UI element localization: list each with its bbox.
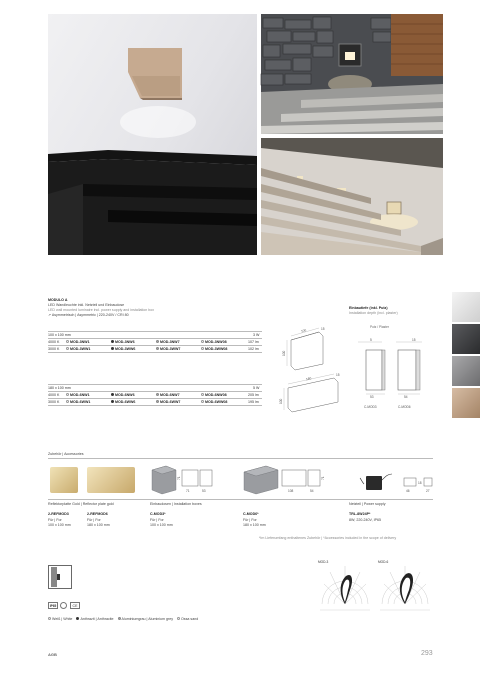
- table1-row2-kelvin: 3000 K: [48, 347, 60, 351]
- table1-row2-grey: [156, 347, 180, 352]
- drawing-small-width: 100: [300, 328, 307, 334]
- dot-grey-icon: [156, 393, 159, 396]
- drawing-small-depth: 15: [321, 327, 325, 331]
- table2-row1-white: [66, 393, 90, 398]
- ps-depth: 27: [426, 489, 430, 493]
- box1-width: 71: [186, 489, 190, 493]
- table2-row2-anthracite: [111, 400, 135, 405]
- table2-row1-c1: MOD-6NW1: [70, 393, 90, 397]
- table2-row1-sand: [201, 393, 227, 398]
- plate-title: Reflektorplatte Gold | Reflector plate gold: [48, 502, 114, 506]
- legend-white-label: Weiß | White: [52, 617, 73, 621]
- product-title-de: LED Wandleuchte inkl. Netzteil und Einbaudose: [48, 303, 125, 307]
- hero-photo-wall-lamp: [48, 14, 257, 255]
- polar-label-right: MOD-6: [378, 560, 389, 564]
- base-size-2: 180 x 100 mm: [243, 523, 266, 527]
- footer-brand: AGB: [48, 652, 57, 657]
- base-size-1: 100 x 100 mm: [150, 523, 173, 527]
- base-for-1: Für | For: [150, 518, 164, 522]
- reflector-plate-large: [87, 467, 135, 493]
- table2-row2-kelvin: 3000 K: [48, 400, 60, 404]
- accessories-rule-2: [48, 499, 433, 500]
- table1-row1-lumen: 107 lm: [248, 340, 259, 344]
- install-depth-drawing: [352, 320, 448, 412]
- table1-row2-c2: MOD-3WW6: [115, 347, 136, 351]
- color-swatch-anthracite: [452, 324, 480, 354]
- box2-width: 108: [288, 489, 294, 493]
- product-spec-text: Asymmetrisch | Asymmetric | 220-240V / CRI 80: [51, 313, 129, 317]
- class-icon: [60, 602, 67, 609]
- table1-rule-row: [48, 345, 262, 346]
- page-number: 293: [421, 650, 433, 657]
- table1-row1-white: [66, 340, 90, 345]
- photo-stone-wall-stairs: [261, 14, 443, 134]
- ps-code: TRL-8W24P*: [349, 512, 371, 516]
- dot-anthracite-icon: [111, 347, 114, 350]
- dot-grey-icon: [156, 340, 159, 343]
- install-dim-b: 15: [412, 338, 416, 342]
- product-drawing-small: [283, 326, 333, 372]
- table2-row1-c2: MOD-6NW6: [115, 393, 135, 397]
- legend-sand-label: Ossa sand: [181, 617, 199, 621]
- box1-depth: 53: [202, 489, 206, 493]
- table2-power: 5 W: [253, 386, 260, 390]
- install-dim-d: 54: [404, 395, 408, 399]
- ip65-icon: IP65: [49, 604, 57, 608]
- base-title: Einbaudosen | Installation boxes: [150, 502, 202, 506]
- table2-row1-kelvin: 4000 K: [48, 393, 60, 397]
- legend-anthracite: [76, 617, 113, 621]
- legend-grey: [118, 617, 173, 621]
- product-title-en: LED wall mounted luminaire incl. power supply and installation box: [48, 308, 155, 312]
- table2-row2-sand: [201, 400, 227, 405]
- dot-sand-icon: [201, 400, 204, 403]
- plaster-label: Putz / Plaster: [370, 325, 389, 329]
- dot-sand-icon: [201, 393, 204, 396]
- plate-for-1: Für | For: [48, 518, 62, 522]
- legend-grey-label: Aluminiumgrau | Aluminium grey: [121, 617, 174, 621]
- table2-row2-grey: [156, 400, 180, 405]
- ps-spec: 8W; 220-240V, IP65: [349, 518, 381, 522]
- legend-anthracite-label: Anthrazit | Anthracite: [80, 617, 114, 621]
- install-dim-a: 5: [370, 338, 372, 342]
- plate-code-2: 2-REFMOD6: [87, 512, 108, 516]
- table2-rule-bottom: [48, 405, 262, 406]
- table1-row2-lumen: 102 lm: [248, 347, 259, 351]
- ce-icon: CE: [70, 602, 80, 609]
- table1-row2-c3: MOD-3WW7: [160, 347, 181, 351]
- table1-row1-c4: MOD-3NW08: [205, 340, 227, 344]
- base-code-2: C-MOD6*: [243, 512, 259, 516]
- ps-height: 18: [418, 481, 422, 485]
- photo-staircase-lights: [261, 138, 443, 255]
- table2-row2-c1: MOD-6WW1: [70, 400, 91, 404]
- reflector-plate-small: [50, 467, 78, 493]
- dot-white-icon: [66, 393, 69, 396]
- table2-rule-top: [48, 384, 262, 385]
- plate-for-2: Für | For: [87, 518, 101, 522]
- box1-height: 71: [177, 476, 181, 480]
- base-code-1: C-MOD3*: [150, 512, 166, 516]
- dot-grey-icon: [118, 617, 121, 620]
- product-spec: [48, 313, 129, 318]
- accessories-rule: [48, 458, 433, 459]
- table1-size: 100 x 100 mm: [48, 333, 71, 337]
- dot-white-icon: [48, 617, 51, 620]
- dot-sand-icon: [201, 340, 204, 343]
- table1-rule-top: [48, 331, 262, 332]
- table1-row2-white: [66, 347, 90, 352]
- table2-rule-mid: [48, 391, 262, 392]
- table1-row2-c4: MOD-3WW08: [205, 347, 228, 351]
- table2-row2-lumen: 195 lm: [248, 400, 259, 404]
- install-label-right: C-MOD6: [398, 405, 411, 409]
- table2-row2-white: [66, 400, 90, 405]
- dot-anthracite-icon: [111, 400, 114, 403]
- table1-rule-bottom: [48, 352, 262, 353]
- dot-anthracite-icon: [111, 393, 114, 396]
- polar-label-left: MOD-3: [318, 560, 329, 564]
- table2-row1-anthracite: [111, 393, 135, 398]
- table1-row1-c1: MOD-3NW1: [70, 340, 90, 344]
- table1-row1-anthracite: [111, 340, 135, 345]
- install-dim-c: 53: [370, 395, 374, 399]
- product-drawing-large: [278, 370, 344, 414]
- box2-depth: 54: [310, 489, 314, 493]
- dot-white-icon: [66, 347, 69, 350]
- table1-rule-mid: [48, 338, 262, 339]
- drawing-large-width: 180: [305, 376, 312, 382]
- dot-anthracite-icon: [76, 617, 79, 620]
- table2-row1-c3: MOD-6NW7: [160, 393, 180, 397]
- drawing-small-height: 100: [282, 350, 286, 356]
- plate-size-1: 100 x 100 mm: [48, 523, 71, 527]
- table1-row1-c3: MOD-3NW7: [160, 340, 180, 344]
- table2-rule-row: [48, 398, 262, 399]
- install-label-left: C-MOD3: [364, 405, 377, 409]
- installation-box-drawings: [148, 460, 338, 496]
- wall-mount-icon: [48, 565, 72, 589]
- accessories-header: Zubehör | Accessories: [48, 452, 84, 456]
- table2-row1-c4: MOD-6NW08: [205, 393, 227, 397]
- table2-row2-c4: MOD-6WW08: [205, 400, 228, 404]
- legend-white: [48, 617, 72, 621]
- legend-sand: [177, 617, 198, 621]
- table2-row1-grey: [156, 393, 180, 398]
- table1-row1-sand: [201, 340, 227, 345]
- table2-row1-lumen: 205 lm: [248, 393, 259, 397]
- ps-title: Netzteil | Power supply: [349, 502, 386, 506]
- dot-sand-icon: [201, 347, 204, 350]
- dot-white-icon: [66, 340, 69, 343]
- plate-size-2: 180 x 100 mm: [87, 523, 110, 527]
- asymmetric-icon: ↗: [48, 313, 52, 317]
- power-supply-drawing: [360, 470, 442, 496]
- drawing-large-height: 100: [279, 398, 283, 404]
- color-swatch-grey: [452, 356, 480, 386]
- table1-row2-c1: MOD-3WW1: [70, 347, 91, 351]
- base-for-2: Für | For: [243, 518, 257, 522]
- plate-code-1: 2-REFMOD3: [48, 512, 69, 516]
- dot-grey-icon: [156, 400, 159, 403]
- table1-power: 3 W: [253, 333, 260, 337]
- table2-row2-c2: MOD-6WW6: [115, 400, 136, 404]
- table1-row1-grey: [156, 340, 180, 345]
- accessories-footnote: *Im Lieferumfang enthaltenes Zubehör | *Accessories included in the scope of delivery: [259, 536, 397, 540]
- table1-row1-kelvin: 4000 K: [48, 340, 60, 344]
- dot-grey-icon: [156, 347, 159, 350]
- ps-width: 46: [406, 489, 410, 493]
- install-title-de: Einbautiefe (inkl. Putz): [349, 306, 388, 310]
- color-swatch-white: [452, 292, 480, 322]
- table2-size: 180 x 100 mm: [48, 386, 71, 390]
- dot-anthracite-icon: [111, 340, 114, 343]
- table1-row1-c2: MOD-3NW6: [115, 340, 135, 344]
- dot-white-icon: [66, 400, 69, 403]
- dot-sand-icon: [177, 617, 180, 620]
- color-legend: [48, 617, 198, 622]
- product-code: MODULO A: [48, 298, 68, 302]
- polar-diagram-mod6: [376, 558, 434, 620]
- install-title-en: Installation depth (incl. plaster): [349, 311, 398, 315]
- table2-row2-c3: MOD-6WW7: [160, 400, 181, 404]
- drawing-large-depth: 15: [336, 373, 340, 377]
- polar-diagram-mod3: [316, 558, 374, 620]
- table1-row2-anthracite: [111, 347, 135, 352]
- box2-height: 71: [321, 476, 325, 480]
- color-swatch-sand: [452, 388, 480, 418]
- table1-row2-sand: [201, 347, 227, 352]
